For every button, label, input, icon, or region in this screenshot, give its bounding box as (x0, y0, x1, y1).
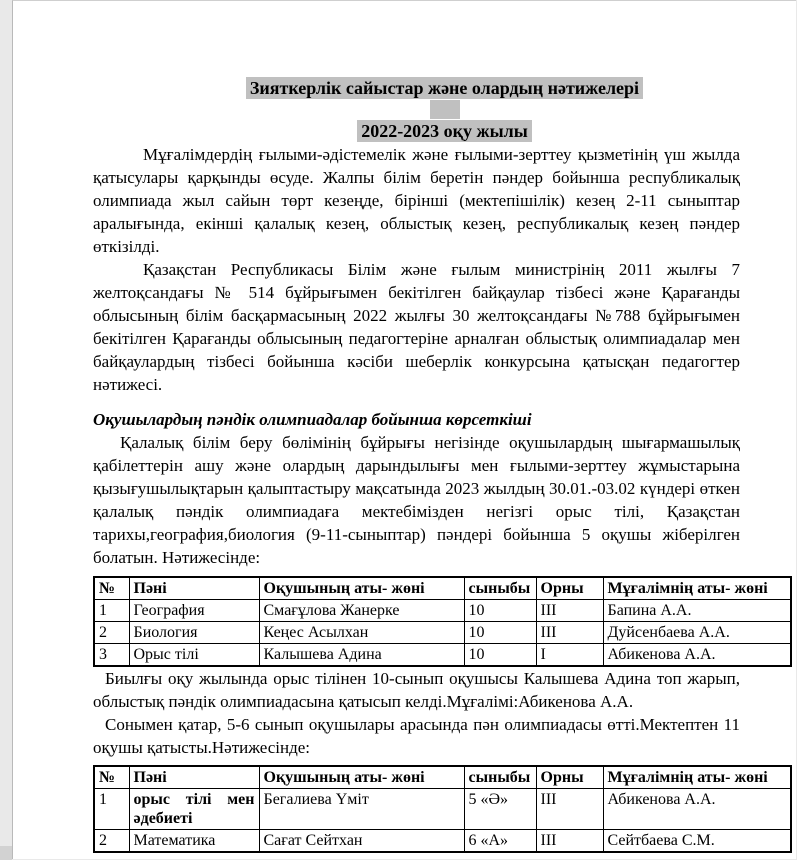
col-header-student: Оқушының аты- жөні (259, 766, 464, 789)
school-year-line (93, 120, 796, 143)
col-header-num: № (94, 577, 129, 600)
cell-grade: 10 (464, 644, 536, 667)
junior-olympiad-table (93, 765, 792, 853)
table-row (94, 830, 791, 853)
cell-place: I (536, 644, 603, 667)
table-row (94, 789, 791, 830)
table-row (94, 600, 791, 622)
paragraph-junior-intro: Сонымен қатар, 5-6 сынып оқушылары арасында пән олимпиадасы өтті.Мектептен 11 оқушы қатысты.Нәтижесінде: (93, 715, 740, 757)
olympiad-results-table (93, 576, 792, 667)
cell-student: Сағат Сейтхан (259, 830, 464, 853)
cell-place: III (536, 622, 603, 644)
cell-grade: 10 (464, 600, 536, 622)
highlighted-blank-mark (430, 100, 460, 119)
highlighted-blank-line (93, 100, 796, 120)
left-gutter (0, 0, 12, 860)
cell-place: III (536, 600, 603, 622)
document-title: Зияткерлік сайыстар және олардың нәтижелері (246, 77, 643, 99)
cell-student: Смағұлова Жанерке (259, 600, 464, 622)
col-header-grade: сыныбы (464, 766, 536, 789)
table-header-row (94, 766, 791, 789)
cell-teacher: Бапина А.А. (603, 600, 791, 622)
cell-place: III (536, 830, 603, 853)
col-header-subject: Пәні (129, 766, 259, 789)
col-header-subject: Пәні (129, 577, 259, 600)
paragraph-city-olympiad: Қалалық білім беру бөлімінің бұйрығы негізінде оқушылардың шығармашылық қабілеттерін ашу және олардың дарындылығы мен ғылыми-зерттеу жұмыстарына қызығушылықтарын қалыптастыру мақсатында 2023 жылдың 30.01.-03.02 күндері өткен қалалық пәндік олимпиадаға мектебімізден негізгі орыс тілі, Қазақстан тарихы,география,биология (9-11-сыныптар) пәндері бойынша 5 оқушы жіберілген болатын. Нәтижесінде: (93, 433, 740, 567)
document-page (12, 0, 796, 859)
cell-subject: География (129, 600, 259, 622)
col-header-place: Орны (536, 766, 603, 789)
cell-teacher: Абикенова А.А. (603, 789, 791, 830)
table-row (94, 644, 791, 667)
cell-student: Калышева Адина (259, 644, 464, 667)
col-header-teacher: Мұғалімнің аты- жөні (603, 766, 791, 789)
cell-subject: орыс тілі мен әдебиеті (129, 789, 259, 830)
col-header-place: Орны (536, 577, 603, 600)
table-row (94, 622, 791, 644)
cell-place: III (536, 789, 603, 830)
cell-teacher: Дуйсенбаева А.А. (603, 622, 791, 644)
paragraph-intro: Мұғалімдердің ғылыми-әдістемелік және ғылыми-зерттеу қызметінің үш жылда қатысулары қарқынды өсуде. Жалпы білім беретін пәндер бойынша республикалық олимпиада жыл сайын төрт кезеңде, бірінші (мектепішілік) кезең 2-11 сыныптар аралығында, екінші қалалық кезең, облыстық кезең, республикалық кезең пәндер өткізілді. (93, 145, 740, 256)
cell-grade: 10 (464, 622, 536, 644)
cell-num: 2 (94, 622, 129, 644)
cell-student: Бегалиева Үміт (259, 789, 464, 830)
paragraph-orders: Қазақстан Республикасы Білім және ғылым министрінің 2011 жылғы 7 желтоқсандағы № 514 бұйрығымен бекітілген байқаулар тізбесі және Қарағанды облысының білім басқармасының 2022 жылғы 30 желтоқсандағы №788 бұйрығымен бекітілген Қарағанды облысының педагогтеріне арналған облыстық олимпиадалар мен байқаулардың тізбесі бойынша кәсіби шеберлік конкурсына қатысқан педагогтер нәтижесі. (93, 260, 740, 394)
cell-grade: 5 «Ә» (464, 789, 536, 830)
cell-num: 2 (94, 830, 129, 853)
document-title-line (93, 77, 796, 100)
scrollbar-thumb[interactable] (0, 846, 12, 860)
section-heading: Оқушылардың пәндік олимпиадалар бойынша көрсеткіші (93, 410, 532, 429)
cell-grade: 6 «А» (464, 830, 536, 853)
cell-subject: Математика (129, 830, 259, 853)
school-year: 2022-2023 оқу жылы (357, 120, 532, 142)
document-content (13, 1, 796, 853)
paragraph-regional: Биылғы оқу жылында орыс тілінен 10-сынып оқушысы Калышева Адина топ жарып, облыстық пәндік олимпиадасына қатысып келді.Мұғалімі:Абикенова А.А. (93, 669, 740, 711)
cell-teacher: Сейтбаева С.М. (603, 830, 791, 853)
cell-student: Кеңес Асылхан (259, 622, 464, 644)
col-header-grade: сыныбы (464, 577, 536, 600)
cell-num: 1 (94, 789, 129, 830)
cell-num: 1 (94, 600, 129, 622)
col-header-num: № (94, 766, 129, 789)
col-header-teacher: Мұғалімнің аты- жөні (603, 577, 791, 600)
cell-subject: Орыс тілі (129, 644, 259, 667)
cell-num: 3 (94, 644, 129, 667)
col-header-student: Оқушының аты- жөні (259, 577, 464, 600)
cell-subject: Биология (129, 622, 259, 644)
table-header-row (94, 577, 791, 600)
cell-teacher: Абикенова А.А. (603, 644, 791, 667)
